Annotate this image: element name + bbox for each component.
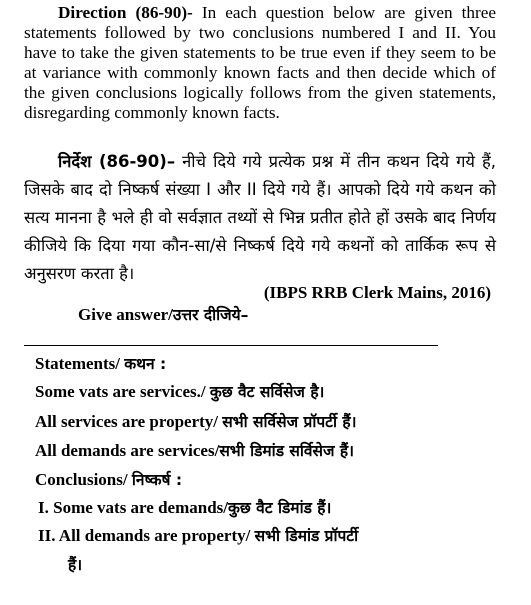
conclusion-2-en: II. All demands are property/ <box>38 526 255 545</box>
conclusion-2-hi: सभी डिमांड प्रॉपर्टी <box>254 527 359 545</box>
conclusions-heading-hi: निष्कर्ष : <box>131 471 183 489</box>
statements-heading <box>35 352 166 374</box>
conclusions-heading <box>35 468 182 490</box>
give-answer-en: Give answer/ <box>78 305 173 324</box>
conclusions-heading-en: Conclusions/ <box>35 470 132 489</box>
statement-2 <box>35 410 357 432</box>
statement-3 <box>35 439 354 461</box>
statement-2-en: All services are property/ <box>35 412 223 431</box>
statement-1-en: Some vats are services./ <box>35 382 210 401</box>
direction-english <box>24 3 496 123</box>
give-answer <box>78 303 248 325</box>
conclusion-2-hi-cont: हैं। <box>68 556 83 574</box>
statement-1-hi: कुछ वैट सर्विसेज है। <box>209 383 325 401</box>
direction-hindi-label: निर्देश (86-90)– <box>58 152 176 171</box>
statement-3-en: All demands are services/ <box>35 441 220 460</box>
conclusion-1-hi: कुछ वैट डिमांड हैं। <box>228 499 332 517</box>
statements-heading-hi: कथन : <box>124 355 167 373</box>
statement-3-hi: सभी डिमांड सर्विसेज हैं। <box>219 442 354 460</box>
statement-2-hi: सभी सर्विसेज प्रॉपर्टी हैं। <box>222 413 357 431</box>
conclusion-1-en: I. Some vats are demands/ <box>38 498 228 517</box>
direction-text: In each question below are given three statements followed by two conclusions numbered I and II. You have to take the given statements to be true even if they seem to be at variance with commonly known facts and then decide which of the given conclusions logically follows from the given statements, disregarding commonly known facts. <box>24 3 496 122</box>
divider <box>24 345 438 346</box>
direction-label: Direction (86-90)- <box>58 3 193 22</box>
direction-hindi <box>24 148 496 288</box>
conclusion-2-continued <box>68 553 82 575</box>
statement-1 <box>35 380 324 402</box>
exam-source: (IBPS RRB Clerk Mains, 2016) <box>263 283 491 302</box>
conclusion-1 <box>38 496 331 518</box>
statements-heading-en: Statements/ <box>35 354 125 373</box>
conclusion-2 <box>38 524 358 546</box>
give-answer-hi: उत्तर दीजिये– <box>172 306 249 324</box>
direction-hindi-text: नीचे दिये गये प्रत्येक प्रश्न में तीन कथन दिये गये हैं, जिसके बाद दो निष्कर्ष संख्या I और II दिये गये हैं। आपको दिये गये कथन को सत्य मानना है भले ही वो सर्वज्ञात तथ्यों से भिन्न प्रतीत होते हों उसके बाद निर्णय कीजिये कि दिया गया कौन-सा/से निष्कर्ष दिये गये कथनों को तार्किक रूप से अनुसरण करता है। <box>24 152 496 283</box>
